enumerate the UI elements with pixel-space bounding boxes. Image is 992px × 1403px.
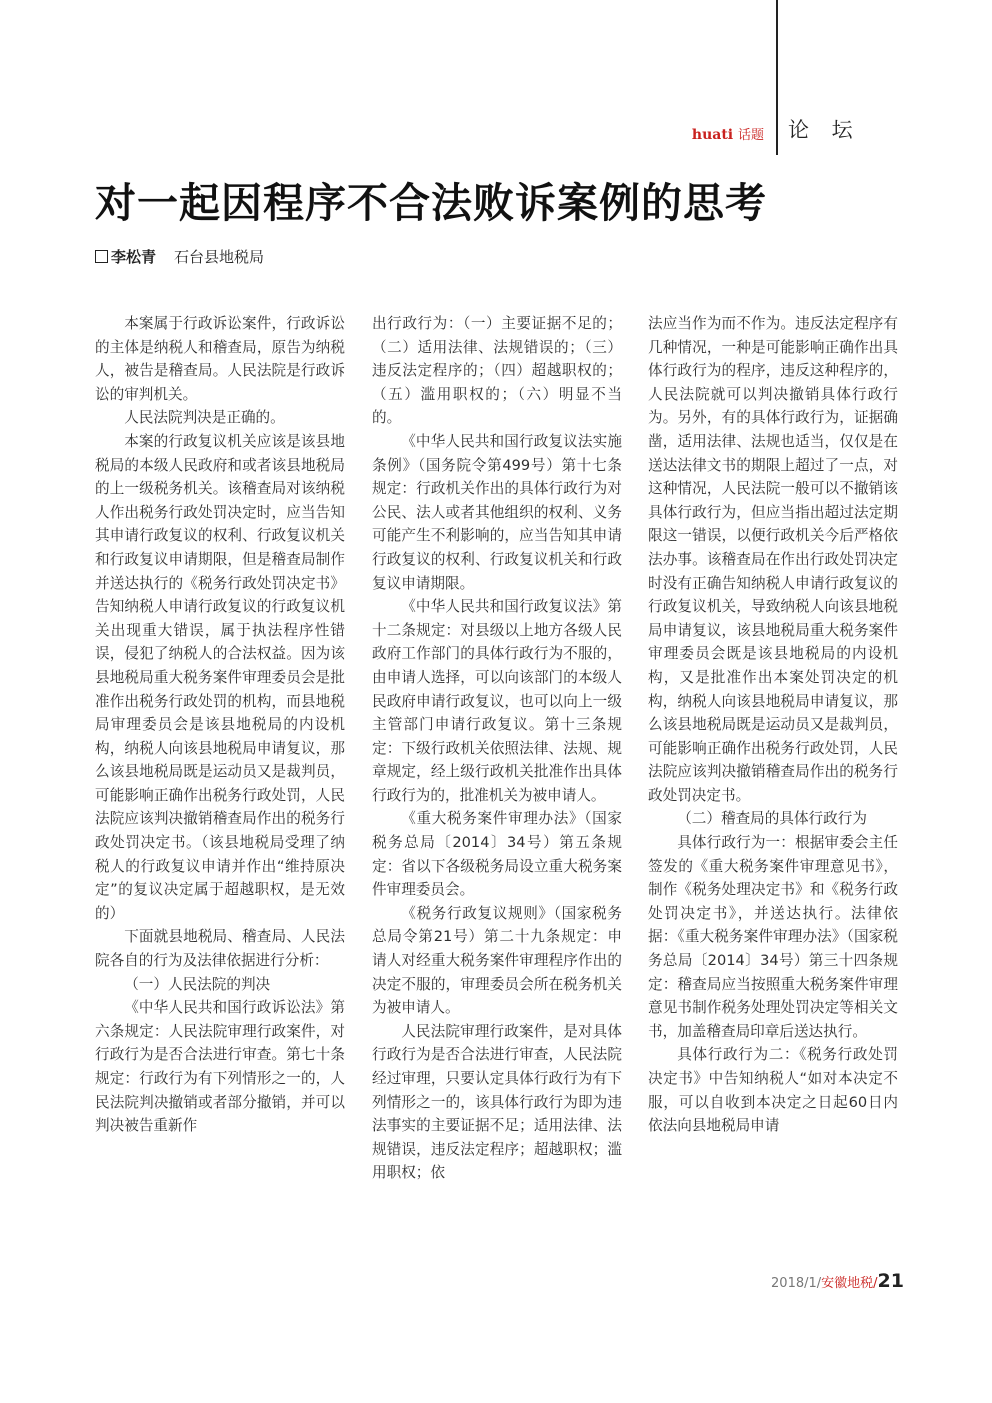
subheading: （二）稽查局的具体行政行为 bbox=[677, 810, 867, 828]
paragraph: 本案的行政复议机关应该是该县地税局的本级人民政府和或者该县地税局的上一级税务机关。该稽查局对该纳税人作出税务行政处罚决定时，应当告知其申请行政复议的权利、行政复议机关和行政复议申请期限，但是稽查局制作并送达执行的《税务行政处罚决定书》告知纳税人申请行政复议的行政复议机关出现重大错误，属于执法程序性错误，侵犯了纳税人的合法权益。因为该县地税局重大税务案件审理委员会是批准作出税务行政处罚的机构，而县地税局审理委员会是该县地税局的内设机构，纳税人向该县地税局申请复议，那么该县地税局既是运动员又是裁判员，可能影响正确作出税务行政处罚，人民法院应该判决撤销稽查局作出的税务行政处罚决定书。（该县地税局受理了纳税人的行政复议申请并作出“维持原决定”的复议决定属于超越职权，是无效的） bbox=[95, 432, 345, 922]
paragraph: 本案属于行政诉讼案件，行政诉讼的主体是纳税人和稽查局，原告为纳税人，被告是稽查局。人民法院是行政诉讼的审判机关。 bbox=[95, 315, 345, 403]
paragraph: 《中华人民共和国行政诉讼法》第六条规定：人民法院审理行政案件，对行政行为是否合法进行审查。第七十条规定：行政行为有下列情形之一的，人民法院判决撤销或者部分撤销，并可以判决被告重新作 bbox=[95, 999, 345, 1135]
page-number: 21 bbox=[877, 1270, 904, 1292]
section-label: 论 坛 bbox=[788, 118, 861, 142]
header-divider-line bbox=[776, 0, 778, 155]
paragraph: 下面就县地税局、稽查局、人民法院各自的行为及法律依据进行分析： bbox=[95, 928, 345, 970]
paragraph: 具体行政行为二：《税务行政处罚决定书》中告知纳税人“如对本决定不服，可以自收到本决定之日起60日内依法向县地税局申请 bbox=[648, 1046, 898, 1135]
paragraph-continued: 出行政行为：（一）主要证据不足的；（二）适用法律、法规错误的；（三）违反法定程序的；（四）超越职权的；（五）滥用职权的；（六）明显不当的。 bbox=[372, 315, 622, 427]
paragraph: 人民法院审理行政案件，是对具体行政行为是否合法进行审查，人民法院经过审理，只要认定具体行政行为有下列情形之一的，该具体行政行为即为违法事实的主要证据不足；适用法律、法规错误，违反法定程序；超越职权；滥用职权；依 bbox=[372, 1022, 622, 1182]
byline bbox=[95, 246, 264, 267]
author-affiliation: 石台县地税局 bbox=[174, 248, 265, 266]
subheading: （一）人民法院的判决 bbox=[124, 975, 271, 993]
paragraph: 人民法院判决是正确的。 bbox=[124, 409, 285, 427]
text-column-1 bbox=[95, 312, 345, 1138]
topic-tag-pinyin: huati bbox=[691, 127, 734, 143]
text-column-2 bbox=[372, 312, 622, 1185]
author-name: 李松青 bbox=[111, 248, 157, 266]
issue-date: 2018/1/ bbox=[771, 1276, 822, 1291]
paragraph-continued: 法应当作为而不作为。违反法定程序有几种情况，一种是可能影响正确作出具体行政行为的程序，违反这种程序的，人民法院就可以判决撤销具体行政行为。另外，有的具体行政行为，证据确凿，适用法律、法规也适当，仅仅是在送达法律文书的期限上超过了一点，对这种情况，人民法院一般可以不撤销该具体行政行为，但应当指出超过法定期限这一错误，以便行政机关今后严格依法办事。该稽查局在作出行政处罚决定时没有正确告知纳税人申请行政复议的行政复议机关，导致纳税人向该县地税局申请复议，该县地税局重大税务案件审理委员会既是该县地税局的内设机构，又是批准作出本案处罚决定的机构，纳税人向该县地税局申请复议，那么该县地税局既是运动员又是裁判员，可能影响正确作出税务行政处罚，人民法院应该判决撤销稽查局作出的税务行政处罚决定书。 bbox=[648, 315, 898, 804]
article-title: 对一起因程序不合法败诉案例的思考 bbox=[95, 179, 767, 227]
square-bullet-icon bbox=[95, 250, 108, 263]
page-footer bbox=[771, 1270, 904, 1292]
paragraph: 《中华人民共和国行政复议法》第十二条规定：对县级以上地方各级人民政府工作部门的具体行政行为不服的，由申请人选择，可以向该部门的本级人民政府申请行政复议，也可以向上一级主管部门申请行政复议。第十三条规定：下级行政机关依照法律、法规、规章规定，经上级行政机关批准作出具体行政行为的，批准机关为被申请人。 bbox=[372, 598, 622, 804]
paragraph: 《税务行政复议规则》（国家税务总局令第21号）第二十九条规定：申请人对经重大税务案件审理程序作出的决定不服的，审理委员会所在税务机关为被申请人。 bbox=[372, 904, 622, 1017]
topic-tag-label: 话题 bbox=[737, 128, 764, 143]
paragraph: 《中华人民共和国行政复议法实施条例》（国务院令第499号）第十七条规定：行政机关作出的具体行政行为对公民、法人或者其他组织的权利、义务可能产生不利影响的，应当告知其申请行政复议的权利、行政复议机关和行政复议申请期限。 bbox=[372, 432, 622, 592]
magazine-name: 安徽地税/ bbox=[821, 1276, 878, 1291]
paragraph: 具体行政行为一：根据审委会主任签发的《重大税务案件审理意见书》，制作《税务处理决定书》和《税务行政处罚决定书》，并送达执行。法律依据：《重大税务案件审理办法》（国家税务总局〔2014〕34号）第三十四条规定：稽查局应当按照重大税务案件审理意见书制作税务处理处罚决定等相关文书，加盖稽查局印章后送达执行。 bbox=[648, 834, 898, 1040]
text-column-3 bbox=[648, 312, 898, 1138]
topic-tag bbox=[692, 124, 764, 143]
paragraph: 《重大税务案件审理办法》（国家税务总局〔2014〕34号）第五条规定：省以下各级税务局设立重大税务案件审理委员会。 bbox=[372, 810, 622, 899]
